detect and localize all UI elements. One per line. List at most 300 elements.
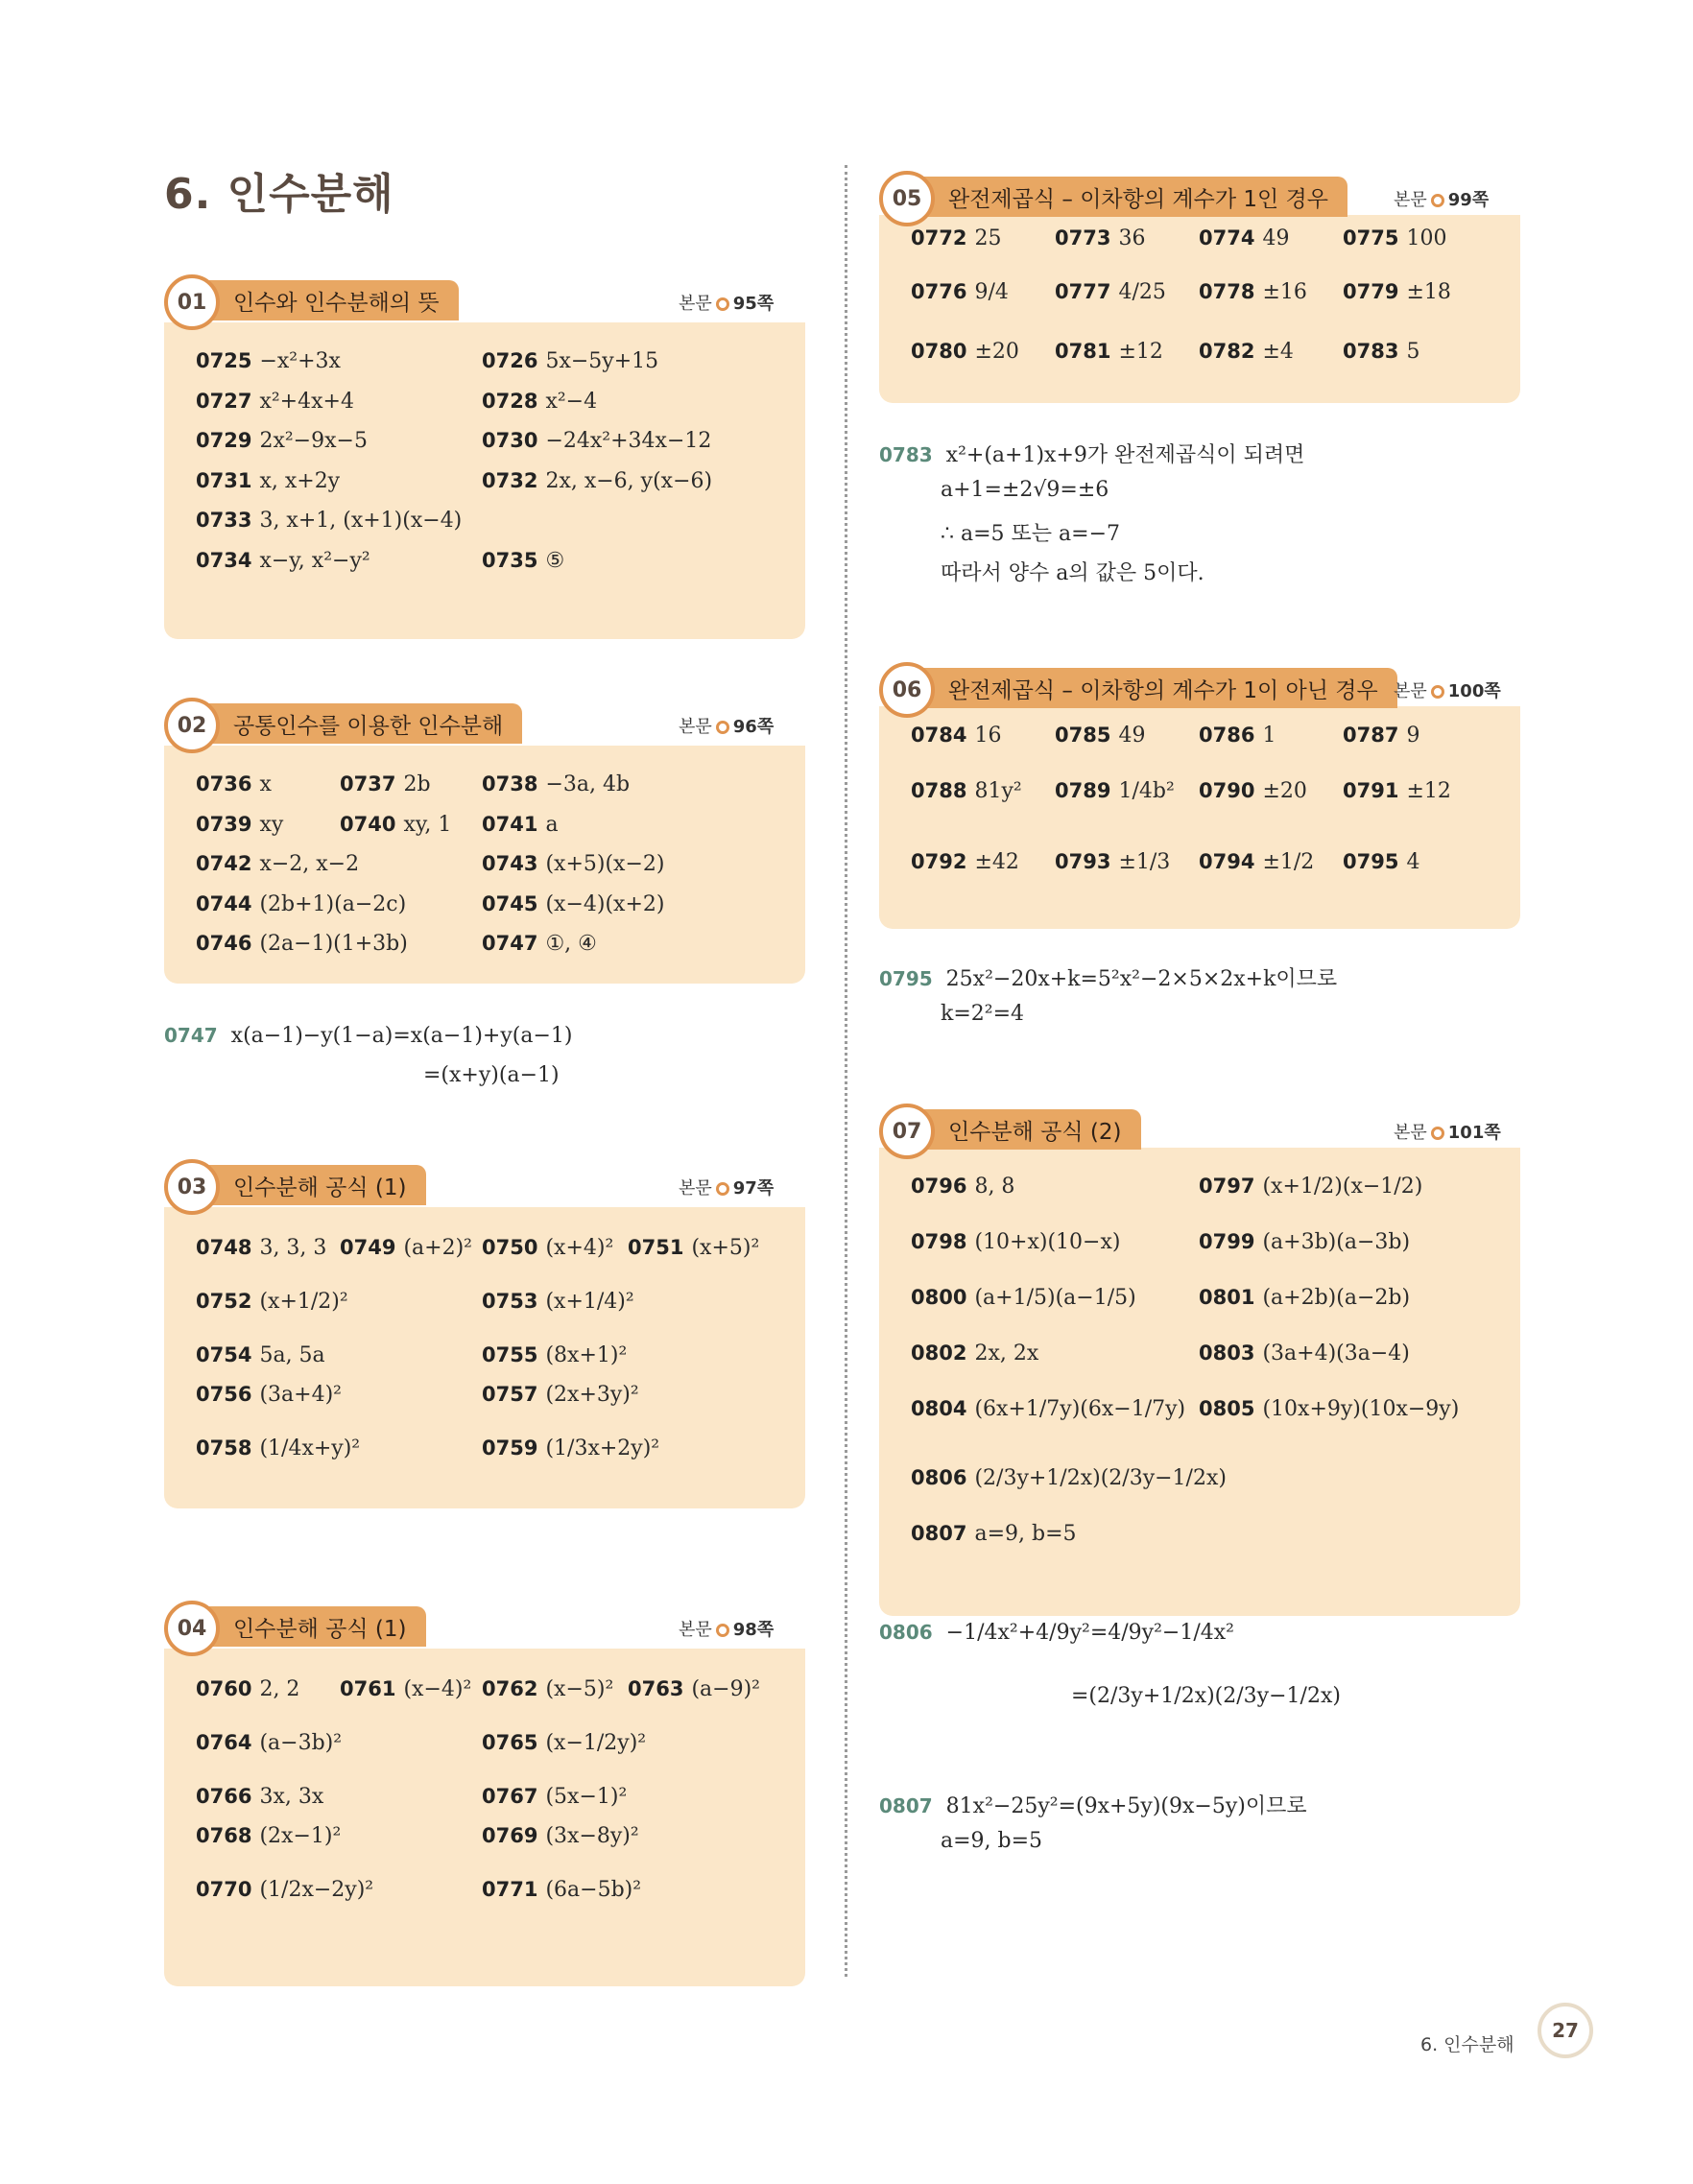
- answer-value: (1/2x−2y)²: [259, 1878, 374, 1902]
- section-title: 완전제곱식 – 이차항의 계수가 1인 경우: [904, 177, 1347, 217]
- answer-item: [196, 1785, 323, 1809]
- answer-item: [482, 1785, 627, 1809]
- problem-number: 0755: [482, 1343, 538, 1366]
- problem-number: 0768: [196, 1824, 252, 1847]
- answer-item: [1343, 724, 1419, 748]
- answer-value: (a−9)²: [691, 1677, 760, 1701]
- answer-item: [1199, 1175, 1422, 1199]
- answer-item: [911, 1341, 1038, 1365]
- problem-number: 0726: [482, 349, 538, 372]
- problem-number: 0794: [1199, 850, 1255, 873]
- problem-number: 0748: [196, 1236, 252, 1259]
- problem-number: 0802: [911, 1341, 967, 1365]
- answer-item: [482, 1878, 641, 1902]
- answer-value: (x−4)²: [403, 1677, 472, 1701]
- answer-item: [911, 226, 1001, 250]
- answer-item: [196, 1436, 360, 1460]
- answer-value: 3x, 3x: [259, 1785, 324, 1809]
- answer-value: (x+1/4)²: [545, 1290, 634, 1314]
- answer-value: ±12: [1406, 779, 1451, 803]
- reference-label: 본문: [679, 1620, 712, 1640]
- answer-item: [196, 429, 368, 453]
- answer-value: ±18: [1406, 280, 1451, 304]
- answer-value: x−y, x²−y²: [259, 548, 370, 573]
- circle-arrow-icon: [716, 721, 729, 734]
- column-divider: [845, 165, 847, 1977]
- page-reference[interactable]: [679, 1616, 774, 1641]
- answer-item: [340, 772, 431, 796]
- answer-item: [1199, 340, 1294, 364]
- answer-value: a=9, b=5: [974, 1522, 1077, 1546]
- answer-item: [196, 932, 408, 956]
- answer-value: ±1/3: [1118, 850, 1171, 874]
- answer-item: [911, 1466, 1227, 1490]
- answer-value: (3a+4)(3a−4): [1262, 1341, 1410, 1365]
- section-number: 04: [164, 1601, 220, 1656]
- section-title: 인수분해 공식 (1): [189, 1606, 426, 1647]
- answer-value: (2b+1)(a−2c): [259, 891, 407, 916]
- problem-number: 0784: [911, 724, 967, 747]
- answer-item: [1199, 850, 1314, 874]
- answer-item: [196, 852, 359, 876]
- answer-value: 9/4: [974, 280, 1009, 304]
- problem-number: 0786: [1199, 724, 1255, 747]
- solution-0783: [879, 439, 1304, 468]
- answer-value: 49: [1118, 724, 1146, 748]
- answer-value: 2x, 2x: [974, 1341, 1039, 1365]
- section-04: [164, 1601, 805, 1986]
- problem-number: 0766: [196, 1785, 252, 1808]
- problem-number: 0737: [340, 772, 396, 795]
- reference-page: 99쪽: [1447, 190, 1490, 210]
- answer-value: −24x²+34x−12: [545, 429, 712, 453]
- answer-value: (1/4x+y)²: [259, 1436, 361, 1460]
- answer-value: (x−4)(x+2): [545, 891, 665, 916]
- solution-0807: [879, 1790, 1307, 1819]
- answer-item: [482, 429, 711, 453]
- solution-text: x²+(a+1)x+9가 완전제곱식이 되려면: [945, 443, 1305, 467]
- problem-number: 0774: [1199, 226, 1255, 249]
- problem-number: 0727: [196, 389, 252, 413]
- answer-value: (a−3b)²: [259, 1731, 343, 1755]
- answer-item: [196, 1343, 325, 1367]
- answer-item: [482, 349, 658, 373]
- section-number: 06: [879, 662, 935, 718]
- problem-number: 0729: [196, 429, 252, 452]
- solution-line: =(x+y)(a−1): [423, 1063, 560, 1087]
- problem-number: 0799: [1199, 1230, 1255, 1253]
- answer-item: [196, 772, 272, 796]
- problem-number: 0751: [628, 1236, 684, 1259]
- problem-number: 0787: [1343, 724, 1399, 747]
- reference-label: 본문: [1394, 190, 1427, 210]
- problem-number: 0791: [1343, 779, 1399, 802]
- section-01: [164, 274, 805, 639]
- answer-item: [911, 779, 1022, 803]
- section-title: 인수분해 공식 (1): [189, 1165, 426, 1205]
- answer-value: −x²+3x: [259, 349, 341, 373]
- answer-item: [911, 1286, 1136, 1310]
- answer-value: (1/3x+2y)²: [545, 1436, 660, 1460]
- problem-number: 0756: [196, 1383, 252, 1406]
- problem-number: 0733: [196, 509, 252, 532]
- solution-text: 25x²−20x+k=5²x²−2×5×2x+k이므로: [945, 967, 1338, 991]
- problem-number: 0742: [196, 852, 252, 875]
- reference-label: 본문: [679, 1178, 712, 1199]
- answer-item: [1199, 1286, 1410, 1310]
- problem-number: 0736: [196, 772, 252, 795]
- problem-number: 0753: [482, 1290, 538, 1313]
- answer-item: [911, 850, 1019, 874]
- answer-value: x²+4x+4: [259, 389, 354, 414]
- problem-number: 0781: [1055, 340, 1111, 363]
- solution-line: a+1=±2√9=±6: [941, 478, 1109, 502]
- reference-page: 95쪽: [732, 294, 775, 314]
- answer-item: [482, 772, 630, 796]
- answer-item: [1055, 226, 1145, 250]
- answer-value: 100: [1406, 226, 1447, 250]
- answer-item: [196, 813, 283, 837]
- answer-item: [1055, 779, 1175, 803]
- answer-value: (x+5)(x−2): [545, 852, 665, 876]
- answer-item: [1055, 340, 1163, 364]
- solution-text: −1/4x²+4/9y²=4/9y²−1/4x²: [945, 1621, 1234, 1645]
- problem-number: 0793: [1055, 850, 1111, 873]
- answer-value: (x−5)²: [545, 1677, 614, 1701]
- answer-value: (10x+9y)(10x−9y): [1262, 1397, 1460, 1421]
- section-title: 인수분해 공식 (2): [904, 1109, 1141, 1150]
- answer-value: 5a, 5a: [259, 1343, 325, 1367]
- solution-number: 0747: [164, 1024, 218, 1047]
- problem-number: 0783: [1343, 340, 1399, 363]
- problem-number: 0779: [1343, 280, 1399, 303]
- answer-item: [1199, 226, 1289, 250]
- problem-number: 0785: [1055, 724, 1111, 747]
- answer-value: x: [259, 772, 272, 796]
- problem-number: 0790: [1199, 779, 1255, 802]
- answer-value: 1: [1262, 724, 1276, 748]
- page-reference[interactable]: [1394, 186, 1489, 211]
- problem-number: 0752: [196, 1290, 252, 1313]
- solution-number: 0795: [879, 967, 933, 990]
- answer-item: [1055, 724, 1145, 748]
- answer-item: [196, 1290, 348, 1314]
- solution-number: 0783: [879, 443, 933, 466]
- answer-item: [196, 509, 462, 533]
- answer-value: (2x−1)²: [259, 1824, 342, 1848]
- answer-item: [196, 1878, 373, 1902]
- answer-item: [911, 724, 1001, 748]
- answer-value: (x+1/2)(x−1/2): [1262, 1175, 1423, 1199]
- answer-item: [911, 1522, 1077, 1546]
- answer-value: 81y²: [974, 779, 1022, 803]
- answer-item: [911, 280, 1009, 304]
- answer-item: [482, 1290, 634, 1314]
- answer-item: [1199, 1230, 1410, 1254]
- solution-line: a=9, b=5: [941, 1829, 1043, 1853]
- answer-value: (x−1/2y)²: [545, 1731, 647, 1755]
- problem-number: 0769: [482, 1824, 538, 1847]
- answer-value: 5x−5y+15: [545, 349, 659, 373]
- answer-value: ±1/2: [1262, 850, 1315, 874]
- problem-number: 0731: [196, 468, 252, 492]
- answer-item: [482, 1343, 627, 1367]
- answer-item: [482, 932, 597, 956]
- problem-number: 0805: [1199, 1397, 1255, 1420]
- problem-number: 0750: [482, 1236, 538, 1259]
- answer-value: 2b: [403, 772, 431, 796]
- section-title: 공통인수를 이용한 인수분해: [189, 703, 522, 744]
- answer-item: [482, 549, 564, 573]
- problem-number: 0744: [196, 891, 252, 915]
- answer-item: [482, 390, 597, 414]
- answer-item: [1343, 226, 1446, 250]
- circle-arrow-icon: [716, 1182, 729, 1196]
- section-03: [164, 1159, 805, 1508]
- answer-value: (x+1/2)²: [259, 1290, 348, 1314]
- section-02: [164, 698, 805, 984]
- page-reference[interactable]: [1394, 1119, 1501, 1144]
- answer-value: (a+2)²: [403, 1236, 472, 1260]
- answer-value: 2x, x−6, y(x−6): [545, 468, 713, 493]
- answer-item: [1199, 280, 1307, 304]
- answer-value: 3, x+1, (x+1)(x−4): [259, 509, 463, 533]
- answer-item: [1199, 779, 1307, 803]
- problem-number: 0760: [196, 1677, 252, 1700]
- problem-number: 0749: [340, 1236, 396, 1259]
- solution-0795: [879, 962, 1337, 992]
- problem-number: 0765: [482, 1731, 538, 1754]
- answer-value: ±16: [1262, 280, 1307, 304]
- answer-value: ±20: [1262, 779, 1307, 803]
- answer-item: [911, 340, 1019, 364]
- solution-number: 0807: [879, 1794, 933, 1817]
- problem-number: 0761: [340, 1677, 396, 1700]
- problem-number: 0734: [196, 548, 252, 572]
- answer-value: (10+x)(10−x): [974, 1230, 1121, 1254]
- answer-item: [482, 1677, 613, 1701]
- page-reference[interactable]: [1394, 677, 1501, 702]
- solution-line: ∴ a=5 또는 a=−7: [941, 522, 1121, 546]
- answer-item: [196, 390, 354, 414]
- answer-item: [911, 1230, 1120, 1254]
- problem-number: 0778: [1199, 280, 1255, 303]
- problem-number: 0732: [482, 468, 538, 492]
- section-07: [879, 1104, 1520, 1616]
- answer-value: xy: [259, 812, 284, 837]
- answer-value: (3a+4)²: [259, 1383, 342, 1407]
- problem-number: 0764: [196, 1731, 252, 1754]
- section-06: [879, 662, 1520, 929]
- answer-value: (x+4)²: [545, 1236, 614, 1260]
- reference-label: 본문: [679, 294, 712, 314]
- solution-text: 81x²−25y²=(9x+5y)(9x−5y)이므로: [945, 1794, 1307, 1818]
- answer-value: 2x²−9x−5: [259, 429, 368, 453]
- answer-value: x, x+2y: [259, 468, 341, 493]
- page-reference[interactable]: [679, 1175, 774, 1199]
- page-number: 27: [1538, 2003, 1593, 2058]
- problem-number: 0789: [1055, 779, 1111, 802]
- solution-line: 따라서 양수 a의 값은 5이다.: [941, 561, 1204, 585]
- section-number: 02: [164, 698, 220, 753]
- problem-number: 0763: [628, 1677, 684, 1700]
- answer-item: [628, 1236, 759, 1260]
- problem-number: 0759: [482, 1436, 538, 1460]
- problem-number: 0800: [911, 1286, 967, 1309]
- reference-page: 100쪽: [1447, 681, 1501, 701]
- answer-item: [628, 1677, 760, 1701]
- circle-arrow-icon: [716, 1624, 729, 1637]
- problem-number: 0801: [1199, 1286, 1255, 1309]
- problem-number: 0728: [482, 389, 538, 413]
- answer-item: [1343, 779, 1451, 803]
- problem-number: 0803: [1199, 1341, 1255, 1365]
- answer-value: 25: [974, 226, 1002, 250]
- answer-item: [482, 813, 559, 837]
- answer-item: [911, 1397, 1185, 1421]
- answer-value: 3, 3, 3: [259, 1236, 327, 1260]
- problem-number: 0780: [911, 340, 967, 363]
- answer-value: 36: [1118, 226, 1146, 250]
- answer-value: (x+5)²: [691, 1236, 760, 1260]
- problem-number: 0762: [482, 1677, 538, 1700]
- page-reference[interactable]: [679, 290, 774, 315]
- answer-item: [482, 852, 664, 876]
- answer-item: [1199, 1341, 1410, 1365]
- solution-text: x(a−1)−y(1−a)=x(a−1)+y(a−1): [230, 1024, 573, 1048]
- problem-number: 0797: [1199, 1175, 1255, 1198]
- answer-value: (6x+1/7y)(6x−1/7y): [974, 1397, 1186, 1421]
- answer-value: a: [545, 812, 559, 837]
- circle-arrow-icon: [716, 297, 729, 311]
- circle-arrow-icon: [1431, 685, 1444, 699]
- problem-number: 0806: [911, 1466, 967, 1489]
- answer-item: [482, 892, 664, 916]
- answer-value: (a+3b)(a−3b): [1262, 1230, 1411, 1254]
- problem-number: 0792: [911, 850, 967, 873]
- answer-value: x²−4: [545, 389, 598, 414]
- problem-number: 0725: [196, 349, 252, 372]
- answer-value: xy, 1: [403, 812, 452, 837]
- answer-item: [1055, 850, 1170, 874]
- solution-0806: [879, 1621, 1234, 1645]
- answer-value: ±42: [974, 850, 1019, 874]
- problem-number: 0773: [1055, 226, 1111, 249]
- answer-value: (8x+1)²: [545, 1343, 628, 1367]
- answer-item: [196, 469, 340, 493]
- answer-value: 16: [974, 724, 1002, 748]
- solution-0747: [164, 1024, 573, 1048]
- answer-item: [1199, 1397, 1459, 1421]
- answer-value: ±12: [1118, 340, 1163, 364]
- problem-number: 0772: [911, 226, 967, 249]
- problem-number: 0796: [911, 1175, 967, 1198]
- problem-number: 0754: [196, 1343, 252, 1366]
- reference-label: 본문: [1394, 681, 1427, 701]
- problem-number: 0798: [911, 1230, 967, 1253]
- problem-number: 0770: [196, 1878, 252, 1901]
- reference-label: 본문: [679, 717, 712, 737]
- answer-item: [196, 1677, 299, 1701]
- answer-item: [482, 1383, 639, 1407]
- answer-item: [482, 1236, 613, 1260]
- answer-value: x−2, x−2: [259, 852, 360, 876]
- reference-page: 97쪽: [732, 1178, 775, 1199]
- problem-number: 0804: [911, 1397, 967, 1420]
- answer-value: (a+2b)(a−2b): [1262, 1286, 1411, 1310]
- answer-item: [1343, 850, 1419, 874]
- answer-value: (2a−1)(1+3b): [259, 932, 408, 956]
- problem-number: 0767: [482, 1785, 538, 1808]
- answer-item: [911, 1175, 1014, 1199]
- answer-item: [196, 1824, 341, 1848]
- answer-item: [196, 549, 370, 573]
- answer-value: ±4: [1262, 340, 1294, 364]
- footer-chapter: 6. 인수분해: [1420, 2034, 1514, 2055]
- answer-item: [196, 892, 406, 916]
- answer-value: (a+1/5)(a−1/5): [974, 1286, 1136, 1310]
- answer-value: (6a−5b)²: [545, 1878, 642, 1902]
- answer-item: [1199, 724, 1276, 748]
- answer-item: [196, 1383, 342, 1407]
- problem-number: 0746: [196, 932, 252, 955]
- answer-value: 4/25: [1118, 280, 1166, 304]
- section-number: 07: [879, 1104, 935, 1159]
- problem-number: 0739: [196, 812, 252, 836]
- answer-item: [340, 813, 451, 837]
- reference-page: 98쪽: [732, 1620, 775, 1640]
- answer-value: (3x−8y)²: [545, 1824, 639, 1848]
- problem-number: 0795: [1343, 850, 1399, 873]
- answer-item: [340, 1677, 471, 1701]
- answer-item: [196, 1236, 326, 1260]
- answer-value: 9: [1406, 724, 1420, 748]
- answer-value: 2, 2: [259, 1677, 300, 1701]
- problem-number: 0747: [482, 932, 538, 955]
- problem-number: 0807: [911, 1522, 967, 1545]
- solution-line: =(2/3y+1/2x)(2/3y−1/2x): [1071, 1684, 1341, 1708]
- answer-item: [1055, 280, 1166, 304]
- answer-value: ⑤: [545, 548, 565, 573]
- problem-number: 0757: [482, 1383, 538, 1406]
- page-reference[interactable]: [679, 713, 774, 738]
- answer-value: (2x+3y)²: [545, 1383, 639, 1407]
- answer-value: −3a, 4b: [545, 772, 631, 796]
- problem-number: 0776: [911, 280, 967, 303]
- section-05: [879, 171, 1520, 403]
- answer-value: 49: [1262, 226, 1290, 250]
- section-title: 완전제곱식 – 이차항의 계수가 1이 아닌 경우: [904, 668, 1397, 708]
- answer-value: 8, 8: [974, 1175, 1015, 1199]
- answer-value: 5: [1406, 340, 1420, 364]
- circle-arrow-icon: [1431, 194, 1444, 207]
- problem-number: 0738: [482, 772, 538, 795]
- answer-value: (5x−1)²: [545, 1785, 628, 1809]
- problem-number: 0788: [911, 779, 967, 802]
- answer-item: [482, 1824, 639, 1848]
- problem-number: 0771: [482, 1878, 538, 1901]
- answer-item: [340, 1236, 472, 1260]
- answer-item: [196, 349, 341, 373]
- answer-item: [482, 1731, 646, 1755]
- page-title: 6. 인수분해: [164, 170, 394, 219]
- answer-value: ±20: [974, 340, 1019, 364]
- section-number: 01: [164, 274, 220, 330]
- problem-number: 0743: [482, 852, 538, 875]
- problem-number: 0735: [482, 548, 538, 572]
- circle-arrow-icon: [1431, 1127, 1444, 1140]
- reference-label: 본문: [1394, 1123, 1427, 1143]
